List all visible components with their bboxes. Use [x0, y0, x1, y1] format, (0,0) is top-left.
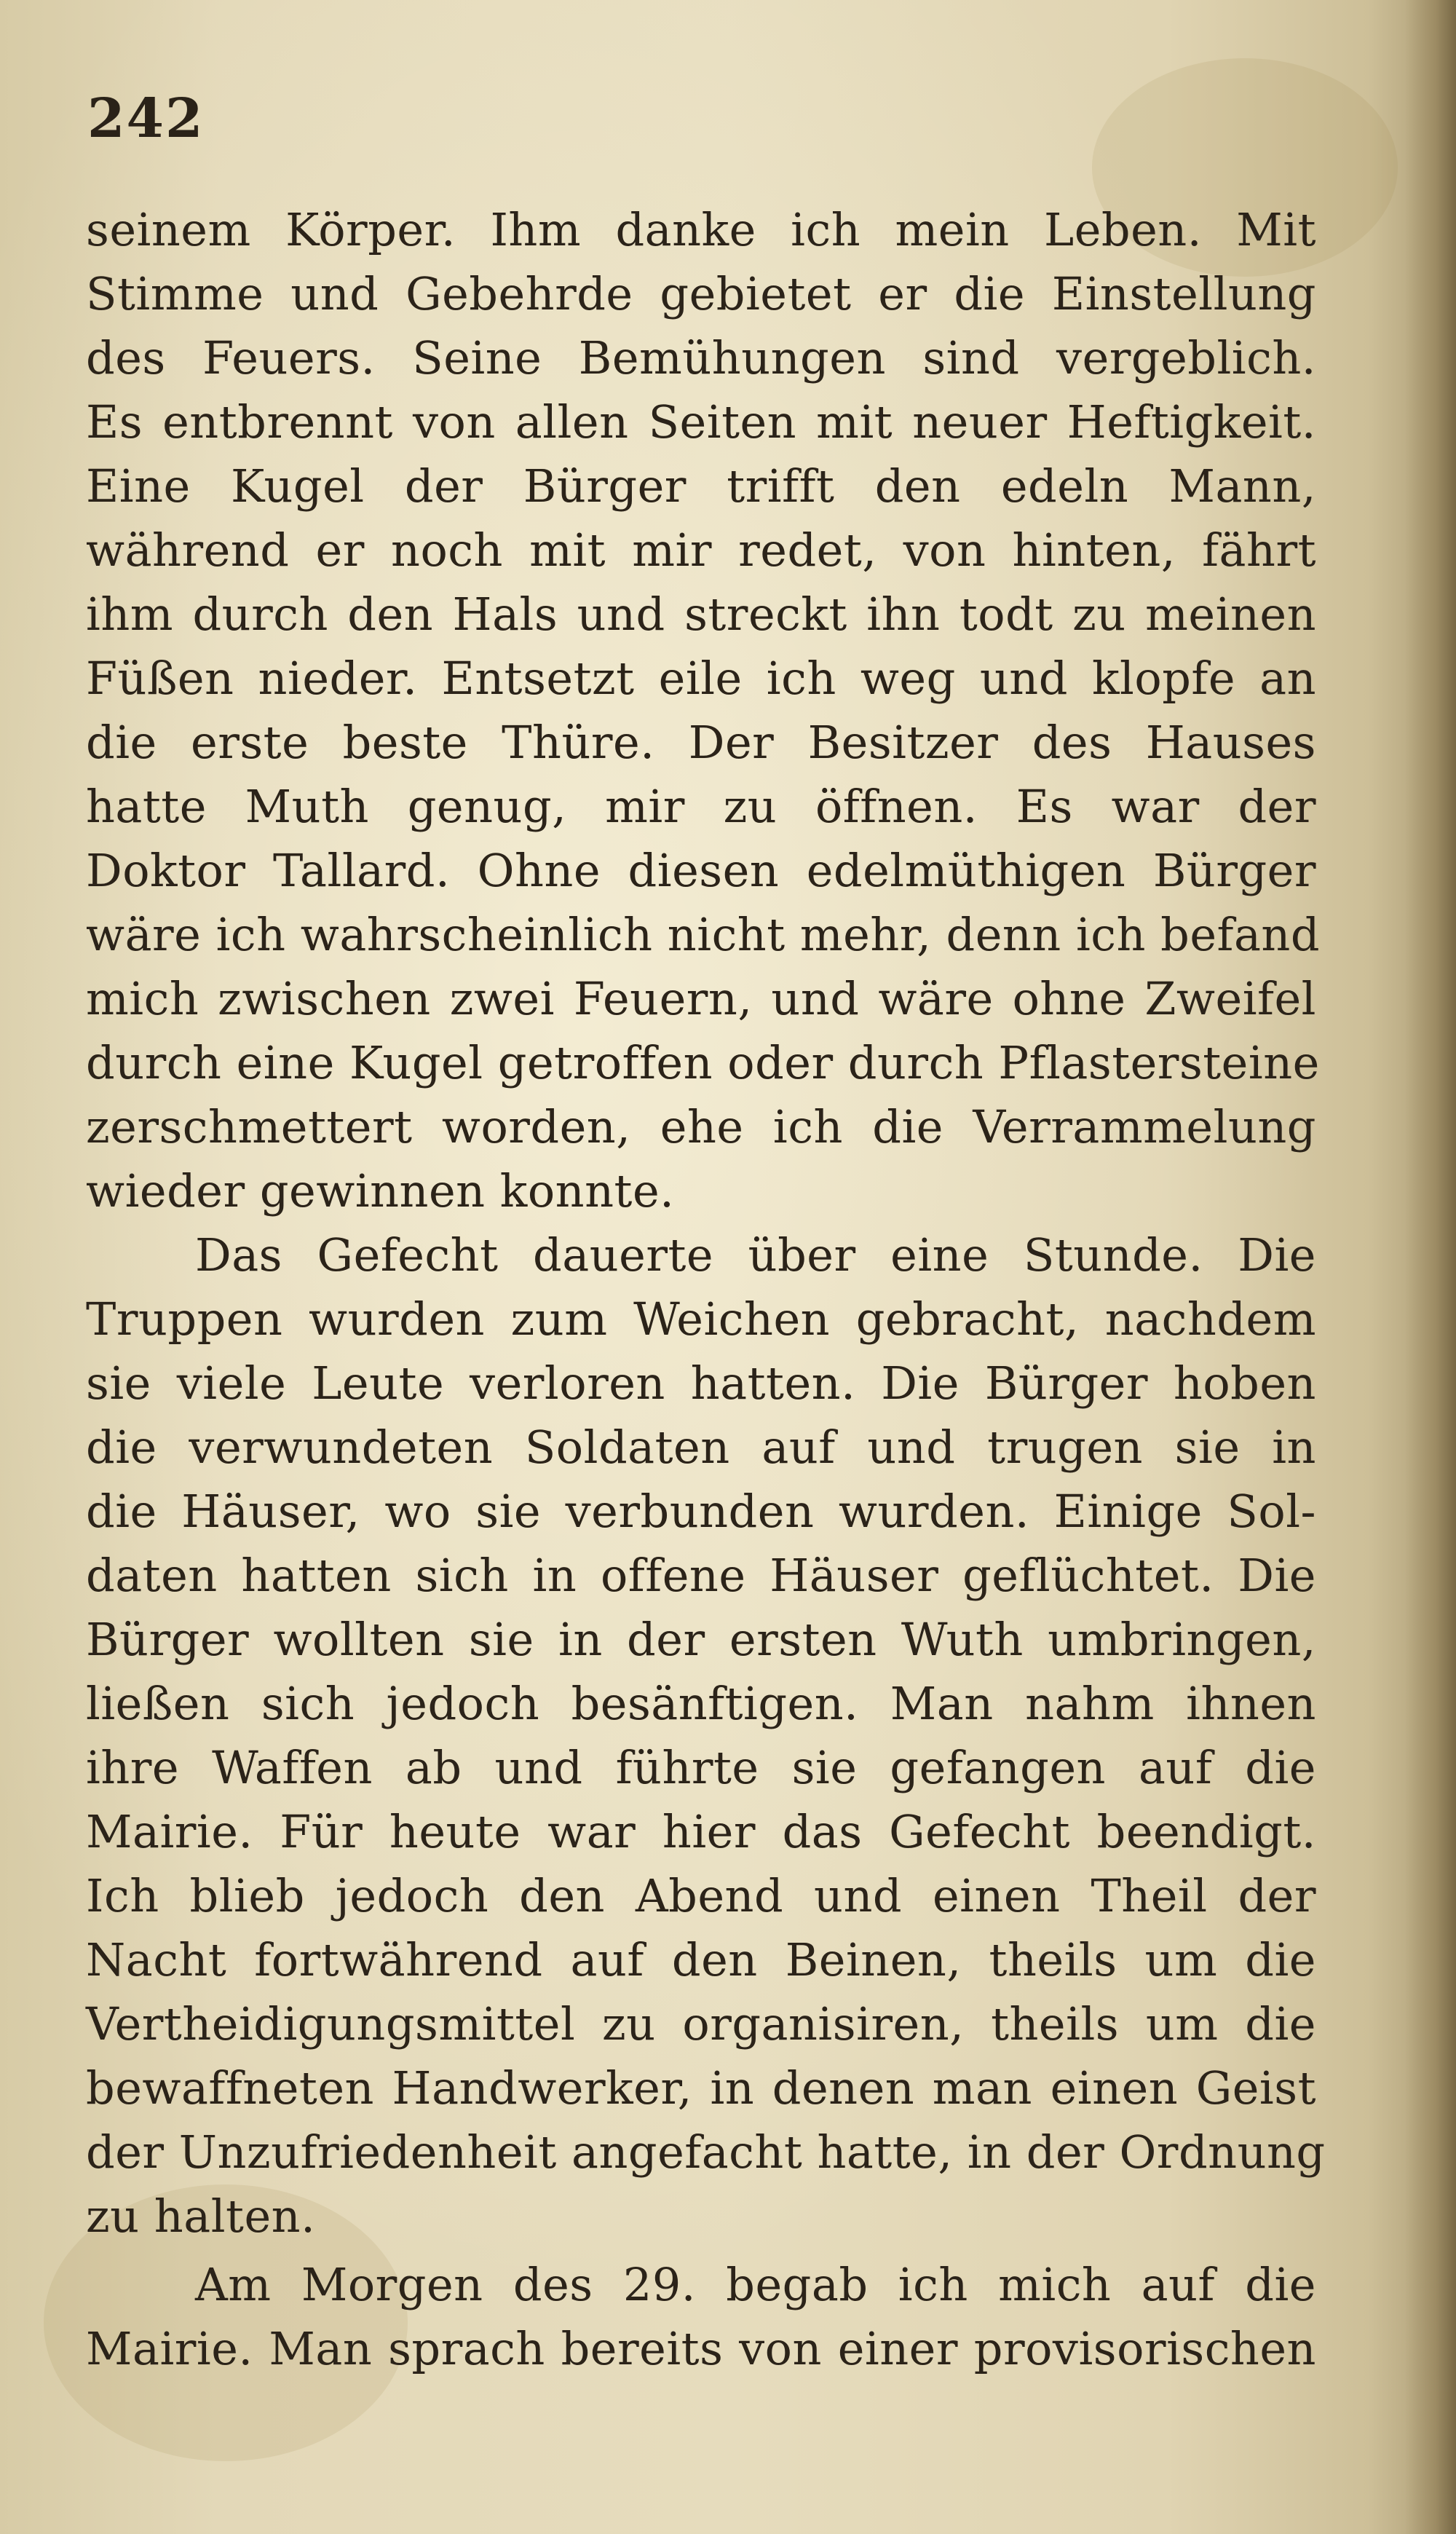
paragraph-3 [86, 2253, 1316, 2381]
text-line: Stimme und Gebehrde gebietet er die Einstellung [86, 267, 1316, 320]
text-line: bewaffneten Handwerker, in denen man einen Geist [86, 2061, 1316, 2115]
text-line: mich zwischen zwei Feuern, und wäre ohne Zweifel [86, 972, 1316, 1025]
text-line: wäre ich wahrscheinlich nicht mehr, denn ich befand [86, 908, 1321, 961]
text-line: sie viele Leute verloren hatten. Die Bürger hoben [86, 1357, 1316, 1410]
text-line: Doktor Tallard. Ohne diesen edelmüthigen Bürger [86, 844, 1316, 897]
body-text [86, 198, 1326, 2381]
paragraph-1 [86, 198, 1321, 1223]
text-line: daten hatten sich in offene Häuser geflüchtet. Die [86, 1549, 1316, 1602]
page-number: 242 [87, 87, 205, 150]
text-line: Füßen nieder. Entsetzt eile ich weg und klopfe an [86, 652, 1316, 705]
text-line: Nacht fortwährend auf den Beinen, theils um die [86, 1933, 1316, 1986]
text-line: Am Morgen des 29. begab ich mich auf die [195, 2258, 1316, 2311]
text-line: ließen sich jedoch besänftigen. Man nahm ihnen [86, 1677, 1316, 1730]
text-line: seinem Körper. Ihm danke ich mein Leben. Mit [86, 203, 1316, 256]
text-line: Das Gefecht dauerte über eine Stunde. Die [195, 1228, 1316, 1282]
text-line: Mairie. Man sprach bereits von einer provisorischen [86, 2322, 1316, 2375]
text-line: ihre Waffen ab und führte sie gefangen auf die [86, 1741, 1316, 1794]
text-line: zerschmettert worden, ehe ich die Verrammelung [86, 1100, 1316, 1153]
text-line: des Feuers. Seine Bemühungen sind vergeblich. [86, 331, 1316, 384]
text-line: ihm durch den Hals und streckt ihn todt zu meinen [86, 588, 1316, 641]
text-line: die verwundeten Soldaten auf und trugen sie in [86, 1421, 1316, 1474]
text-line: Bürger wollten sie in der ersten Wuth umbringen, [86, 1613, 1316, 1666]
text-line: Vertheidigungsmittel zu organisiren, theils um die [86, 1997, 1316, 2051]
text-line: die Häuser, wo sie verbunden wurden. Einige Sol- [86, 1485, 1316, 1538]
text-line: hatte Muth genug, mir zu öffnen. Es war der [86, 780, 1316, 833]
text-line: die erste beste Thüre. Der Besitzer des Hauses [86, 716, 1316, 769]
text-line: während er noch mit mir redet, von hinten, fährt [86, 524, 1316, 577]
text-line: durch eine Kugel getroffen oder durch Pflastersteine [86, 1036, 1320, 1089]
text-line: Es entbrennt von allen Seiten mit neuer Heftigkeit. [86, 395, 1316, 449]
text-line: Ich blieb jedoch den Abend und einen Theil der [86, 1869, 1316, 1922]
paragraph-2 [86, 1223, 1326, 2249]
text-line: zu halten. [86, 2190, 316, 2243]
text-line: Mairie. Für heute war hier das Gefecht beendigt. [86, 1805, 1316, 1858]
text-line: Truppen wurden zum Weichen gebracht, nachdem [86, 1292, 1316, 1346]
page-edge-shadow [1405, 0, 1456, 2534]
text-line: wieder gewinnen konnte. [86, 1164, 675, 1217]
text-line: der Unzufriedenheit angefacht hatte, in der Ordnung [86, 2126, 1326, 2179]
text-line: Eine Kugel der Bürger trifft den edeln Mann, [86, 459, 1316, 513]
